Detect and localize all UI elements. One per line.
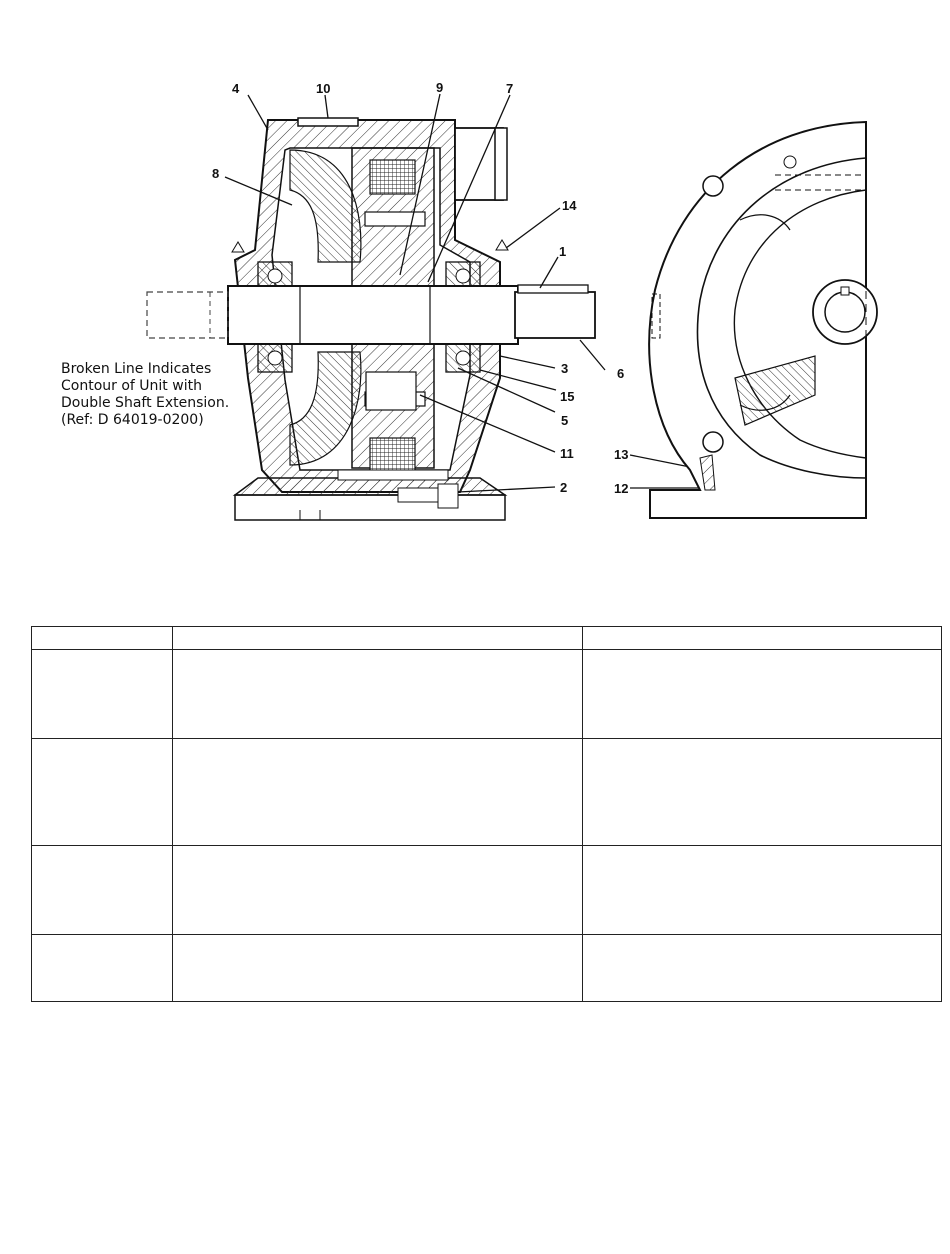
callout-4: 4 [232, 81, 240, 96]
table-cell [583, 739, 942, 846]
callout-5: 5 [561, 413, 569, 428]
table-cell [173, 650, 583, 739]
table-cell [583, 650, 942, 739]
parts-table [31, 626, 942, 1002]
table-cell [583, 935, 942, 1002]
table-header-row [32, 627, 942, 650]
table-row [32, 846, 942, 935]
table-cell [32, 935, 173, 1002]
table-header-cell [583, 627, 942, 650]
table-cell [173, 739, 583, 846]
table-cell [32, 739, 173, 846]
cross-section-drawing [0, 0, 950, 560]
table-cell [32, 650, 173, 739]
table-cell [583, 846, 942, 935]
drawing-note [61, 361, 229, 428]
table-cell [173, 846, 583, 935]
callout-11: 11 [560, 446, 574, 461]
callout-8: 8 [212, 166, 220, 181]
callout-7: 7 [506, 81, 514, 96]
callout-13: 13 [614, 447, 629, 462]
note-line-2: Contour of Unit with [61, 378, 202, 394]
note-line-3: Double Shaft Extension. [61, 395, 230, 411]
table-row [32, 739, 942, 846]
end-view [649, 122, 877, 518]
callout-14: 14 [562, 198, 577, 213]
table-header-cell [32, 627, 173, 650]
callout-1: 1 [559, 244, 567, 259]
table-cell [32, 846, 173, 935]
table-row [32, 935, 942, 1002]
callout-12: 12 [614, 481, 629, 496]
callout-2: 2 [560, 480, 568, 495]
callout-15: 15 [560, 389, 575, 404]
table-row [32, 650, 942, 739]
note-line-4: (Ref: D 64019-0200) [61, 412, 204, 428]
callout-9: 9 [436, 80, 444, 95]
callout-10: 10 [316, 81, 331, 96]
note-line-1: Broken Line Indicates [61, 361, 212, 377]
callout-6: 6 [617, 366, 625, 381]
callout-3: 3 [561, 361, 569, 376]
table-cell [173, 935, 583, 1002]
table-header-cell [173, 627, 583, 650]
